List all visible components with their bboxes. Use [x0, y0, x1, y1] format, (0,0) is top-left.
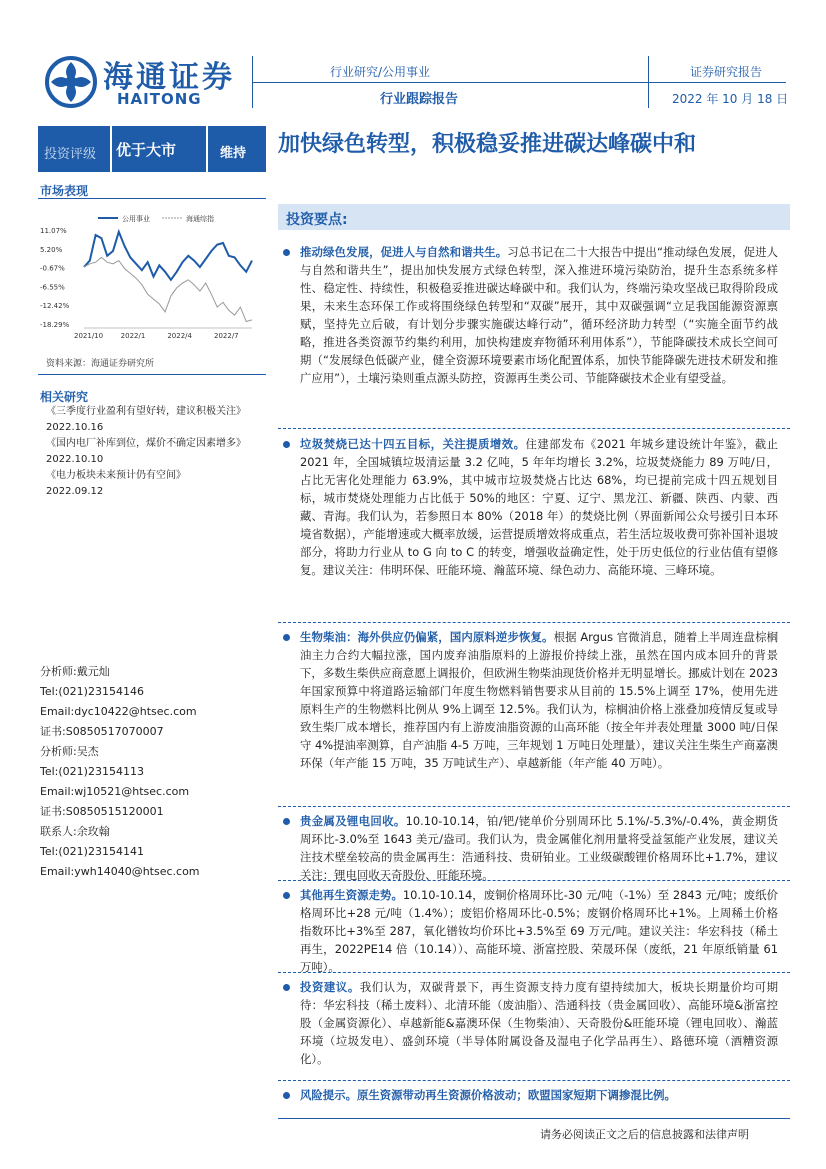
point-divider: [278, 1080, 790, 1081]
investment-points-label: 投资要点:: [286, 212, 348, 228]
point-body: 根据 Argus 官微消息，随着上半周连盘棕榈油主力合约大幅拉涨，国内废弃油脂原料的上游报价持续上涨，虽然在国内成本回升的背景下，多数生柴供应商意愿上调报价，但欧洲生物柴油现货价格并无明显增长。挪威计划在 2023 年国家预算中将道路运输部门年度生物燃料销售要求从目前的 15.5%上调至 17%，使用先进原料生产的生物燃料比例从 9%上调至 12.5%。我们认为，棕榈油价格上涨叠加疫情反复或导致生柴厂成本增长，推荐国内有上游废油脂资源的山高环能（按全年并表处理量 3000 吨/日保守 4%提油率测算，自产油脂 4-5 万吨，三年规划 1 万吨日处理量），建议关注生柴生产商嘉澳环保（年产能 15 万吨，35 万吨试生产）、卓越新能（年产能 40 万吨）。: [300, 630, 778, 770]
bullet-icon: [283, 984, 290, 991]
legend-label: 公用事业: [122, 215, 150, 223]
header-date: 2022 年 10 月 18 日: [672, 92, 789, 106]
investment-points-bar: [278, 204, 790, 230]
point-body: 10.10-10.14，铂/钯/铑单价分别周环比 5.1%/-5.3%/-0.4%，黄金期货周环比-3.0%至 1643 美元/盎司。我们认为，贵金属催化剂用量将受益氢能产业发展，建议关注技术壁垒较高的贵金属再生：浩通科技、贵研铂业。工业级碳酸锂价格周环比+1.7%，建议关注：锂电回收天奇股份、旺能环境。: [300, 814, 778, 882]
section-divider: [38, 198, 266, 199]
point-paragraph: [300, 978, 778, 1068]
analyst-email[interactable]: Email:wj10521@htsec.com: [40, 785, 190, 798]
related-item-text: 《电力板块未来预计仍有空间》: [46, 470, 186, 481]
rating-action: 维持: [220, 146, 247, 161]
bullet-icon: [283, 892, 290, 899]
related-item-text: 《三季度行业盈利有望好转，建议积极关注》: [46, 406, 246, 417]
point-divider: [278, 972, 790, 973]
point-paragraph: [300, 812, 778, 884]
related-item-date: 2022.10.10: [46, 454, 104, 465]
x-tick-label: 2022/7: [214, 332, 239, 340]
rating-label: 投资评级: [44, 147, 97, 162]
chart-source: 资料来源：海通证券研究所: [46, 359, 155, 369]
bullet-icon: [283, 818, 290, 825]
point-body: 我们认为，双碳背景下，再生资源支持力度有望持续加大，板块长期量价均可期待：华宏科技（稀土废料）、北清环能（废油脂）、浩通科技（贵金属回收）、高能环境&浙富控股（金属资源化）、卓越新能&嘉澳环保（生物柴油）、天奇股份&旺能环境（锂电回收）、瀚蓝环境（垃圾发电）、盛剑环境（半导体附属设备及湿电子化学品再生）、路德环境（酒糟资源化）。: [300, 980, 778, 1066]
point-body: 习总书记在二十大报告中提出“推动绿色发展，促进人与自然和谐共生”，提出加快发展方式绿色转型，深入推进环境污染防治，提升生态系统多样性、稳定性、持续性，积极稳妥推进碳达峰碳中和。我们认为，终端污染攻坚战已取得阶段成果，未来生态环保工作或将围绕绿色转型和“双碳”展开，其中双碳强调“立足我国能源资源禀赋，坚持先立后破，有计划分步骤实施碳达峰行动”，循环经济助力转型（“实施全面节约战略，推进各类资源节约集约利用，加快构建废弃物循环利用体系”），节能降碳技术成长空间可期（“发展绿色低碳产业，健全资源环境要素市场化配置体系，加快节能降碳先进技术研发和推广应用”），土壤污染则重点源头防控，资源再生类公司、节能降碳技术企业有望受益。: [300, 245, 778, 385]
bullet-icon: [283, 1092, 290, 1099]
point-paragraph: [300, 435, 778, 579]
analyst-block: [40, 744, 189, 820]
point-divider: [278, 806, 790, 807]
related-title: 相关研究: [40, 390, 89, 404]
legend-label: 海通综指: [186, 215, 214, 223]
analyst-cert: 证书:S0850515120001: [40, 805, 164, 818]
series-line: [84, 232, 252, 280]
analyst-name: 分析师:戴元灿: [40, 665, 110, 678]
footer-disclaimer: 请务必阅读正文之后的信息披露和法律声明: [540, 1128, 749, 1141]
point-divider: [278, 622, 790, 623]
y-tick-label: -6.55%: [40, 283, 65, 292]
analyst-name: 分析师:吴杰: [40, 745, 99, 758]
footer-divider: [278, 1118, 790, 1119]
market-title: 市场表现: [40, 184, 89, 198]
header-divider: [252, 82, 786, 83]
market-chart-svg: [38, 206, 266, 342]
x-tick-label: 2021/10: [74, 332, 104, 340]
analyst-block: [40, 824, 200, 880]
y-tick-label: 11.07%: [40, 227, 67, 235]
bullet-icon: [283, 634, 290, 641]
market-chart: [38, 206, 266, 342]
analyst-name: 联系人:余玫翰: [40, 825, 110, 838]
y-tick-label: -0.67%: [40, 264, 65, 273]
y-tick-label: -18.29%: [40, 321, 70, 329]
point-body: 10.10-10.14，废铜价格周环比-30 元/吨（-1%）至 2843 元/吨；废纸价格周环比+28 元/吨（1.4%）；废铝价格周环比-0.5%；废钢价格周环比+1%。上周稀土价格指数环比+3%至 287，氧化镨钕均价环比+3.5%至 69 万元/吨。建议关注：华宏科技（稀土再生，2022PE14 倍（10.14））、高能环境、浙富控股、荣晟环保（废纸，21 年原纸销量 61 万吨）。: [300, 888, 778, 974]
rating-separator: [206, 126, 208, 172]
y-tick-label: 5.20%: [40, 245, 63, 254]
logo-cn: 海通证券: [103, 60, 235, 95]
related-item[interactable]: [46, 468, 266, 500]
analyst-email[interactable]: Email:ywh14040@htsec.com: [40, 865, 200, 878]
report-title: 加快绿色转型，积极稳妥推进碳达峰碳中和: [278, 131, 697, 157]
point-divider: [278, 428, 790, 429]
bullet-icon: [283, 249, 290, 256]
related-item[interactable]: [46, 404, 266, 436]
x-tick-label: 2022/1: [120, 332, 146, 340]
point-lead: 垃圾焚烧已达十四五目标，关注提质增效。: [300, 437, 526, 451]
point-lead: 推动绿色发展，促进人与自然和谐共生。: [300, 245, 508, 259]
logo: [45, 50, 245, 108]
header-divider: [648, 56, 649, 108]
haitong-logo-icon: [45, 56, 97, 108]
related-item-date: 2022.09.12: [46, 486, 104, 497]
analyst-tel: Tel:(021)23154146: [40, 685, 144, 698]
analyst-email[interactable]: Email:dyc10422@htsec.com: [40, 705, 197, 718]
point-lead: 投资建议。: [300, 980, 360, 994]
related-item-date: 2022.10.16: [46, 422, 104, 433]
bullet-icon: [283, 441, 290, 448]
logo-en: HAITONG: [117, 90, 202, 108]
rating-value: 优于大市: [116, 141, 177, 159]
series-line: [84, 257, 252, 321]
analyst-block: [40, 664, 197, 740]
analyst-cert: 证书:S0850517070007: [40, 725, 164, 738]
point-paragraph: [300, 243, 778, 387]
header-category: 行业研究/公用事业: [330, 65, 431, 79]
point-lead: 其他再生资源走势。: [300, 888, 403, 902]
point-lead: 贵金属及锂电回收。: [300, 814, 406, 828]
rating-bar: [38, 126, 266, 172]
point-paragraph: [300, 628, 778, 772]
section-divider: [38, 374, 266, 375]
point-body: 住建部发布《2021 年城乡建设统计年鉴》，截止 2021 年，全国城镇垃圾清运量 3.2 亿吨，5 年年均增长 3.2%，垃圾焚烧能力 89 万吨/日，占比无害化处理能力 63.9%，其中城市垃圾焚烧占比达 68%，均已提前完成十四五规划目标，城市焚烧处理能力占比低于 50%的地区：宁夏、辽宁、黑龙江、新疆、陕西、内蒙、西藏、青海。我们认为，若参照日本 80%（2018 年）的焚烧比例（界面新闻公众号援引日本环境省数据），产能增速或大概率放缓，运营提质增效将成重点，若生活垃圾收费可弥补国补退坡部分，将助力行业从 to G 向 to C 的转变，增强收益确定性，处于历史低位的行业估值有望修复。建议关注：伟明环保、旺能环境、瀚蓝环境、绿色动力、高能环境、三峰环境。: [300, 437, 778, 577]
header-subtype: 行业跟踪报告: [380, 92, 459, 107]
related-item-text: 《国内电厂补库到位，煤价不确定因素增多》: [46, 438, 246, 449]
analyst-tel: Tel:(021)23154141: [40, 845, 144, 858]
point-lead: 生物柴油：海外供应仍偏紧，国内原料逆步恢复。: [300, 630, 554, 644]
header-report-type: 证券研究报告: [690, 65, 763, 79]
analyst-tel: Tel:(021)23154113: [40, 765, 144, 778]
y-tick-label: -12.42%: [40, 302, 70, 311]
point-divider: [278, 880, 790, 881]
point-paragraph: [300, 886, 778, 976]
x-tick-label: 2022/4: [167, 332, 192, 340]
related-item[interactable]: [46, 436, 266, 468]
rating-separator: [110, 126, 112, 172]
risk-warning: 风险提示。原生资源带动再生资源价格波动；欧盟国家短期下调掺混比例。: [300, 1088, 676, 1102]
